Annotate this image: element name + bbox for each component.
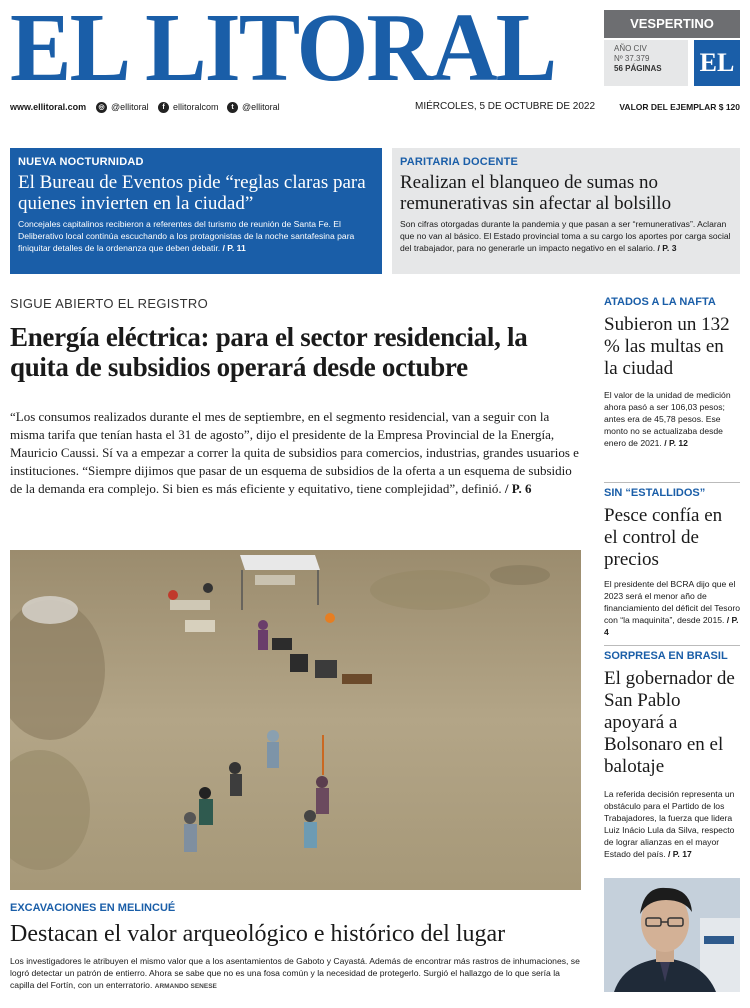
facebook-icon: f <box>158 102 169 113</box>
logo-badge: EL <box>694 40 740 86</box>
sidebar-story-brasil[interactable] <box>604 650 740 860</box>
main-body: “Los consumos realizados durante el mes de septiembre, en el segmento residencial, van a seguir con la misma tarifa que tenían hasta el 31 de agosto”, dijo el presidente de la Empresa Provincial de la Energía, Mauricio Caussi. Sí va a empezar a correr la quita de subsidios para comercios, industrias, grandes usuarios e instituciones. “Siempre dijimos que pasar de un esquema de subsidios de la oferta a un esquema de subsidio de la demanda era complejo. Si bien es más eficiente y equitativo, tiene complejidad”, definió. / P. 6 <box>10 409 579 496</box>
sidebar-story-nafta[interactable] <box>604 296 740 449</box>
sidebar-headline: Pesce confía en el control de precios <box>604 505 723 570</box>
newspaper-logo: EL LITORAL <box>10 0 556 101</box>
story-body: Concejales capitalinos recibieron a referentes del turismo de reunión de Santa Fe. El Deliberativo local continúa escuchando a los protagonistas de la noche santafesina para finiquitar detalles de la ordenanza que deben debatir. / P. 11 <box>18 219 355 253</box>
divider <box>604 482 740 483</box>
twitter-handle: @ellitoral <box>242 102 280 112</box>
page-reference: / P. 17 <box>668 849 692 859</box>
page-reference: / P. 11 <box>222 243 246 253</box>
divider <box>604 645 740 646</box>
sidebar-story-pesce[interactable] <box>604 487 740 638</box>
sidebar-headline: Subieron un 132 % las multas en la ciudad <box>604 314 730 379</box>
twitter-link[interactable] <box>227 99 280 115</box>
instagram-link[interactable] <box>96 99 149 115</box>
excavation-body: Los investigadores le atribuyen el mismo valor que a los asentamientos de Gaboto y Cayastá. Además de encontrar más rastros de inhumaciones, se logró detectar un patrón de entierro. Ahora se sabe que no es una fosa común y la necesidad de protegerlo. Surgió el hallazgo de lo que sería la capilla del Fortín, con un enterratorio. ARMANDO SENESE <box>10 956 580 990</box>
sidebar-body: El presidente del BCRA dijo que el 2023 será el menor año de financiamiento del déficit del Tesoro con “la maquinita”, desde 2015. / P. 4 <box>604 579 740 637</box>
story-headline: Realizan el blanqueo de sumas no remunerativas sin afectar al bolsillo <box>400 172 672 214</box>
info-bar <box>10 99 740 115</box>
story-nocturnidad[interactable] <box>10 148 382 274</box>
issue-date: MIÉRCOLES, 5 DE OCTUBRE DE 2022 <box>415 101 596 112</box>
main-supertitle: SIGUE ABIERTO EL REGISTRO <box>10 296 208 311</box>
sidebar-body: El valor de la unidad de medición ahora pasó a ser 106,03 pesos; antes era de 45,78 pesos. Ese monto no se actualizaba desde enero de 2021. / P. 12 <box>604 390 731 448</box>
page-reference: / P. 3 <box>657 243 677 253</box>
instagram-handle: @ellitoral <box>111 102 149 112</box>
story-kicker: PARITARIA DOCENTE <box>400 156 519 168</box>
edition-info <box>604 40 688 86</box>
sidebar-headline: El gobernador de San Pablo apoyará a Bolsonaro en el balotaje <box>604 668 735 777</box>
story-headline: El Bureau de Eventos pide “reglas claras para quienes invierten en la ciudad” <box>18 172 366 214</box>
photo-credit: ARMANDO SENESE <box>154 983 217 990</box>
facebook-link[interactable] <box>158 99 219 115</box>
main-headline[interactable]: Energía eléctrica: para el sector residencial, la quita de subsidios operará desde octubre <box>10 322 528 382</box>
story-paritaria[interactable] <box>392 148 740 274</box>
edition-year: AÑO CIV <box>614 44 647 53</box>
governor-portrait <box>604 878 740 992</box>
page-reference: / P. 4 <box>604 615 739 637</box>
instagram-icon: ◎ <box>96 102 107 113</box>
issue-price: VALOR DEL EJEMPLAR $ 120 <box>619 102 740 112</box>
edition-number: Nº 37.379 <box>614 54 650 63</box>
sidebar-kicker: SIN “ESTALLIDOS” <box>604 487 706 499</box>
page-reference: / P. 6 <box>504 481 532 496</box>
excavation-photo <box>10 550 581 890</box>
facebook-handle: ellitoralcom <box>173 102 219 112</box>
page-reference: / P. 12 <box>664 438 688 448</box>
edition-label: VESPERTINO <box>604 10 740 38</box>
sidebar-kicker: SORPRESA EN BRASIL <box>604 650 728 662</box>
excavation-headline[interactable]: Destacan el valor arqueológico e histórico del lugar <box>10 921 506 947</box>
sidebar-body: La referida decisión representa un obstáculo para el Partido de los Trabajadores, la fuerza que lidera Luiz Inácio Lula da Silva, respecto de lograr alianzas en el mayor Estado del país. / P. 17 <box>604 789 735 859</box>
story-body: Son cifras otorgadas durante la pandemia y que pasan a ser “remunerativas”. Aclaran que no van al básico. El Estado provincial toma a su cargo los aportes por carga social del trabajador, para no generarle un impacto negativo en el salario. / P. 3 <box>400 219 731 253</box>
sidebar-kicker: ATADOS A LA NAFTA <box>604 296 716 308</box>
excavation-kicker: EXCAVACIONES EN MELINCUÉ <box>10 902 176 914</box>
twitter-icon: t <box>227 102 238 113</box>
edition-pages: 56 PÁGINAS <box>614 64 662 73</box>
website-link[interactable]: www.ellitoral.com <box>10 102 87 112</box>
story-kicker: NUEVA NOCTURNIDAD <box>18 156 144 168</box>
